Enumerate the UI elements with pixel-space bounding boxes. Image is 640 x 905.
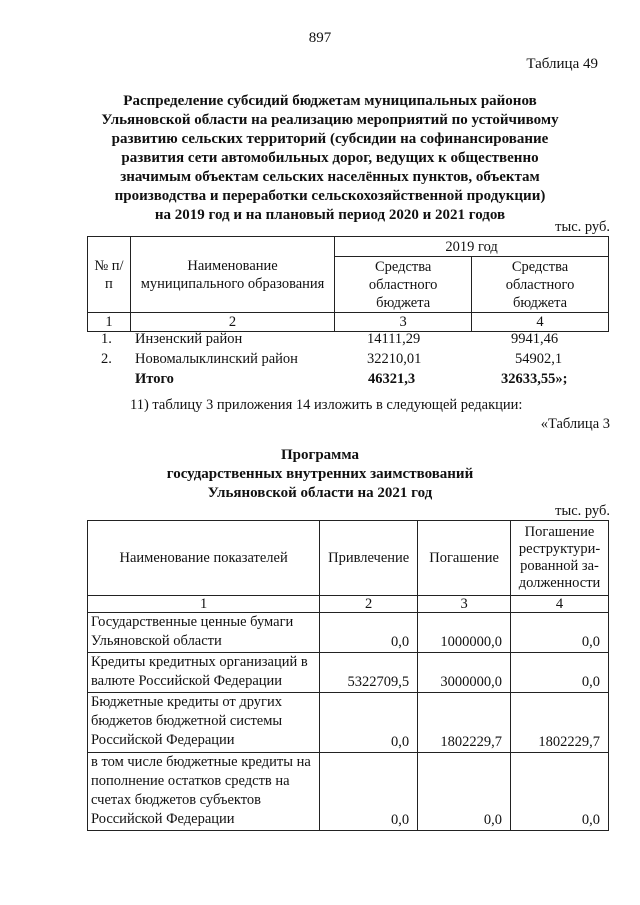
col-funds-header: Средства областного бюджета [472,257,609,313]
year-header: 2019 год [335,237,609,257]
row-indicator: Кредиты кредитных организаций в валюте Российской Федерации [88,653,320,693]
title-line: Ульяновской области на реализацию мероприятий по устойчивому [101,112,559,128]
col-number-header: № п/п [88,237,131,313]
row-value-2019: 9941,46 [511,331,559,347]
row-value-2019: 14111,29 [367,331,421,347]
table-row [87,331,609,351]
title-line: государственных внутренних заимствований [166,466,474,482]
index-cell: 2 [320,596,418,613]
row-value-2019: 54902,1 [515,351,563,367]
title-program [0,446,640,503]
row-municipality: Инзенский район [135,331,243,347]
row-repay: 0,0 [418,753,511,831]
row-restructured: 0,0 [511,613,609,653]
title-subsidies [95,92,565,225]
title-line: развития сети автомобильных дорог, ведущих к общественно [121,150,539,166]
col-indicator-header: Наименование показателей [88,521,320,596]
title-line: на 2019 год и на плановый период 2020 и 2021 годов [154,207,506,223]
row-repay: 1000000,0 [418,613,511,653]
row-borrow: 0,0 [320,693,418,753]
subsidies-table-header [87,236,609,332]
row-number: 2. [101,351,112,367]
title-line: Распределение субсидий бюджетам муниципальных районов [123,93,537,109]
index-cell: 3 [418,596,511,613]
row-borrow: 0,0 [320,613,418,653]
total-value: 46321,3 [368,371,416,387]
row-borrow: 0,0 [320,753,418,831]
row-number: 1. [101,331,112,347]
table-3-label: «Таблица 3 [540,416,610,432]
row-indicator: Государственные ценные бумаги Ульяновской области [88,613,320,653]
table-row [88,753,609,831]
title-line: Ульяновской области на 2021 год [207,485,433,501]
table-49-label: Таблица 49 [526,56,598,72]
col-restructured-header: Погашение реструктури-рованной за-долженности [511,521,609,596]
table-row [87,351,609,371]
row-municipality: Новомалыклинский район [135,351,298,367]
index-cell: 1 [88,596,320,613]
col-repay-header: Погашение [418,521,511,596]
unit-label: тыс. руб. [555,219,610,235]
index-cell: 4 [511,596,609,613]
row-repay: 1802229,7 [418,693,511,753]
table-row [88,653,609,693]
subsidies-rows [87,331,609,391]
col-borrow-header: Привлечение [320,521,418,596]
row-borrow: 5322709,5 [320,653,418,693]
borrowings-table [87,520,609,831]
row-restructured: 1802229,7 [511,693,609,753]
unit-label: тыс. руб. [555,503,610,519]
index-cell: 4 [472,313,609,332]
col-funds-header: Средства областного бюджета [335,257,472,313]
title-line: Программа [281,447,359,463]
row-restructured: 0,0 [511,753,609,831]
total-row [87,371,609,391]
title-line: развитию сельских территорий (субсидии на софинансирование [111,131,549,147]
row-value-2019: 32210,01 [367,351,422,367]
col-municipality-header: Наименование муниципального образования [130,237,334,313]
index-cell: 2 [130,313,334,332]
table-row [88,613,609,653]
row-repay: 3000000,0 [418,653,511,693]
row-indicator: в том числе бюджетные кредиты на пополнение остатков средств на счетах бюджетов субъектов Российской Федерации [88,753,320,831]
page-number: 897 [308,30,332,46]
index-cell: 3 [335,313,472,332]
row-restructured: 0,0 [511,653,609,693]
total-value: 32633,55»; [501,371,568,387]
table-row [88,693,609,753]
row-indicator: Бюджетные кредиты от других бюджетов бюджетной системы Российской Федерации [88,693,320,753]
index-cell: 1 [88,313,131,332]
total-label: Итого [135,371,174,387]
title-line: производства и переработки сельскохозяйственной продукции) [114,188,546,204]
title-line: значимым объектам сельских населённых пунктов, объектам [120,169,540,185]
subpoint-11: 11) таблицу 3 приложения 14 изложить в следующей редакции: [130,397,523,413]
